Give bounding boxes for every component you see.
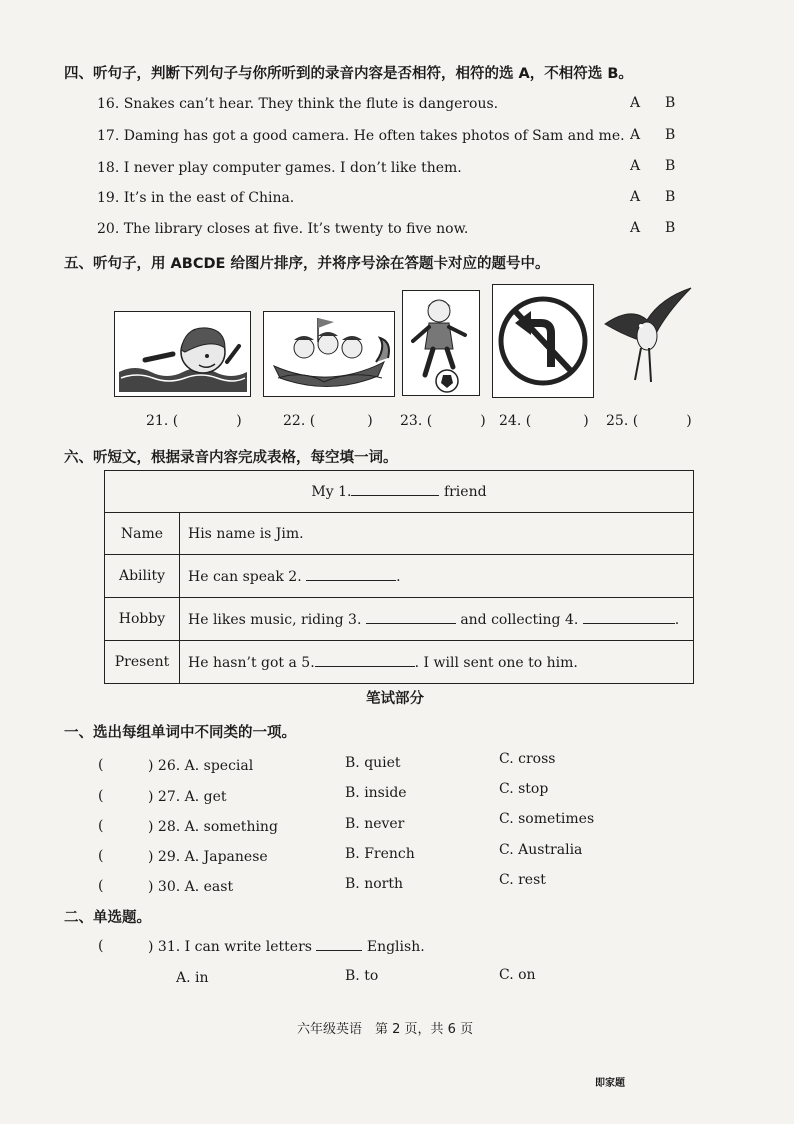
option-a[interactable]: A [630,127,641,143]
option-b[interactable]: B [665,127,676,143]
listening-item-16: 16. Snakes can’t hear. They think the flute is dangerous. [97,96,499,112]
answer-slot-22[interactable]: 22. ( ) [283,413,373,429]
row-label: Hobby [105,598,180,641]
answer-paren[interactable]: ( [98,757,104,773]
option-b: B. French [345,846,415,862]
option-b[interactable]: B. to [345,968,379,984]
answer-paren[interactable]: ( [98,818,104,834]
table-title: My 1. friend [105,471,694,513]
football-player-picture [402,290,480,396]
page-footer: 六年级英语 第 2 页，共 6 页 [297,1022,474,1037]
option-c: C. cross [499,751,556,767]
table-row [105,555,694,598]
option-b[interactable]: B [665,158,676,174]
option-b[interactable]: B [665,95,676,111]
row-content: His name is Jim. [180,513,694,555]
row-content: He likes music, riding 3. and collecting 4. . [180,598,694,641]
blank-2[interactable] [306,568,396,581]
option-a[interactable]: A [630,158,641,174]
listening-item-17: 17. Daming has got a good camera. He often takes photos of Sam and me. [97,128,625,144]
row-label: Name [105,513,180,555]
row-label: Present [105,641,180,684]
answer-slot-25[interactable]: 25. ( ) [606,413,692,429]
option-c: C. rest [499,872,546,888]
blank-3[interactable] [366,611,456,624]
blank-5[interactable] [315,654,415,667]
answer-paren[interactable]: ( [98,788,104,804]
answer-slot-23[interactable]: 23. ( ) [400,413,486,429]
option-a[interactable]: A. in [176,970,209,986]
dragon-boat-picture [263,311,395,397]
blank-31[interactable] [316,938,362,951]
question-29: ) 29. A. Japanese [148,849,268,865]
corner-stamp: 即家题 [595,1078,625,1089]
question-26: ) 26. A. special [148,758,254,774]
answer-slot-24[interactable]: 24. ( ) [499,413,589,429]
option-c: C. sometimes [499,811,595,827]
option-b: B. quiet [345,755,401,771]
section5-heading: 五、听句子，用 ABCDE 给图片排序，并将序号涂在答题卡对应的题号中。 [64,256,550,272]
option-b[interactable]: B [665,189,676,205]
option-a[interactable]: A [630,95,641,111]
blank-4[interactable] [583,611,675,624]
section6-heading: 六、听短文，根据录音内容完成表格，每空填一词。 [64,450,398,466]
no-left-turn-sign-picture [492,284,594,398]
partB-heading: 二、单选题。 [64,910,151,926]
option-b[interactable]: B [665,220,676,236]
option-a[interactable]: A [630,220,641,236]
listening-item-18: 18. I never play computer games. I don’t like them. [97,160,462,176]
answer-paren[interactable]: ( [98,878,104,894]
question-27: ) 27. A. get [148,789,227,805]
row-content: He hasn’t got a 5. . I will sent one to him. [180,641,694,684]
option-b: B. north [345,876,403,892]
question-28: ) 28. A. something [148,819,278,835]
listening-item-19: 19. It’s in the east of China. [97,190,295,206]
listening-item-20: 20. The library closes at five. It’s twenty to five now. [97,221,469,237]
table-row [105,641,694,684]
answer-paren[interactable]: ( [98,938,104,954]
option-a[interactable]: A [630,189,641,205]
partA-heading: 一、选出每组单词中不同类的一项。 [64,725,296,741]
listening-table [104,470,694,684]
option-b: B. never [345,816,405,832]
option-c: C. stop [499,781,549,797]
option-c[interactable]: C. on [499,967,536,983]
blank-1[interactable] [351,483,439,496]
swimming-boy-picture [114,311,251,397]
answer-slot-21[interactable]: 21. ( ) [146,413,242,429]
section4-heading: 四、听句子，判断下列句子与你所听到的录音内容是否相符，相符的选 A，不相符选 B。 [64,66,633,82]
option-c: C. Australia [499,842,583,858]
written-part-title: 笔试部分 [366,691,424,707]
question-30: ) 30. A. east [148,879,234,895]
answer-paren[interactable]: ( [98,848,104,864]
question-31: ) 31. I can write letters English. [148,939,425,955]
option-b: B. inside [345,785,407,801]
table-row [105,598,694,641]
row-label: Ability [105,555,180,598]
table-row [105,513,694,555]
row-content: He can speak 2. . [180,555,694,598]
swallow-bird-picture [601,284,693,396]
